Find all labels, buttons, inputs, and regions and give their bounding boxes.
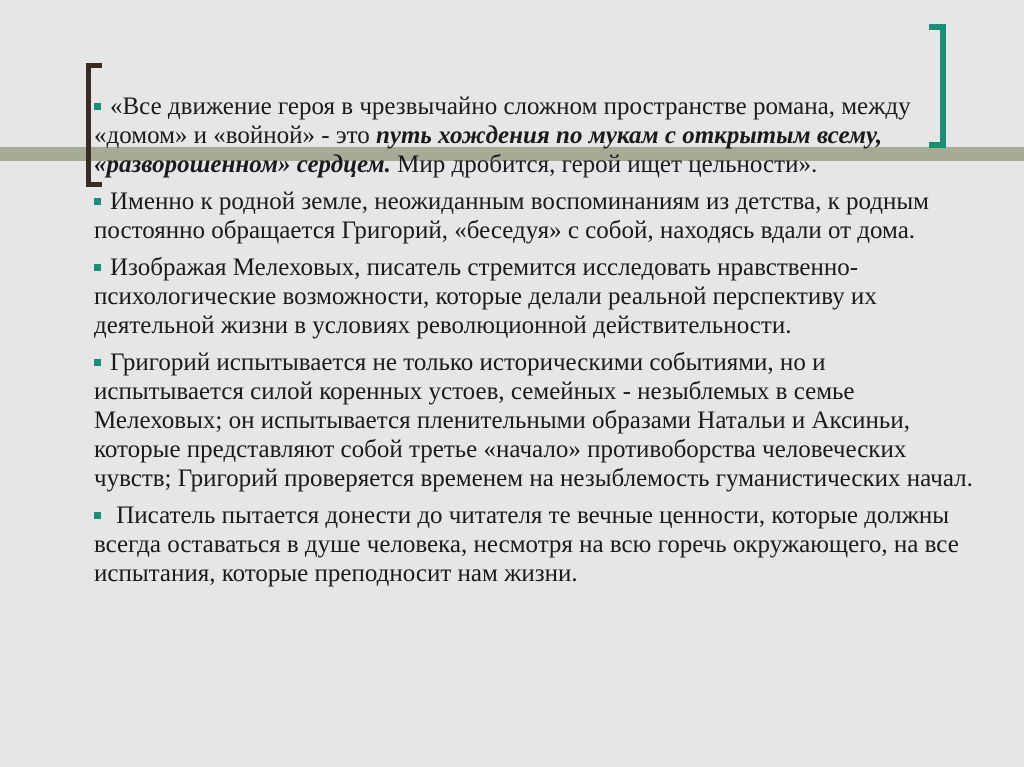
paragraph-1-text-a: «Все движение героя в чрезвычайно сложном пространстве романа, между «домом» и «войной» - это — [94, 93, 911, 149]
paragraph-2 — [94, 187, 974, 245]
paragraph-1-text-b: Мир дробится, герой ищет цельности». — [390, 151, 818, 178]
paragraph-5 — [94, 501, 974, 588]
paragraph-1 — [94, 92, 974, 179]
square-bullet-icon — [94, 103, 101, 110]
paragraph-3 — [94, 253, 974, 340]
paragraph-1-emphasis: путь хождения по мукам с открытым всему, «разворошенном» сердцем. — [94, 122, 883, 178]
slide-content — [94, 92, 974, 596]
paragraph-4-text: Григорий испытывается не только историческими событиями, но и испытывается силой коренных устоев, семейных - незыблемых в семье Мелеховых; он испытывается пленительными образами Натальи и Аксиньи, которые представляют собой третье «начало» противоборства человеческих чувств; Григорий проверяется временем на незыблемость гуманистических начал. — [94, 349, 973, 492]
paragraph-4 — [94, 348, 974, 493]
square-bullet-icon — [94, 198, 101, 205]
square-bullet-icon — [94, 512, 101, 519]
paragraph-3-text: Изображая Мелеховых, писатель стремится исследовать нравственно-психологические возможности, которые делали реальной перспективу их деятельной жизни в условиях революционной действительности. — [94, 254, 877, 339]
square-bullet-icon — [94, 264, 101, 271]
paragraph-5-text: Писатель пытается донести до читателя те вечные ценности, которые должны всегда оставаться в душе человека, несмотря на всю горечь окружающего, на все испытания, которые преподносит нам жизни. — [94, 502, 959, 587]
square-bullet-icon — [94, 359, 101, 366]
paragraph-2-text: Именно к родной земле, неожиданным воспоминаниям из детства, к родным постоянно обращается Григорий, «беседуя» с собой, находясь вдали от дома. — [94, 188, 929, 244]
